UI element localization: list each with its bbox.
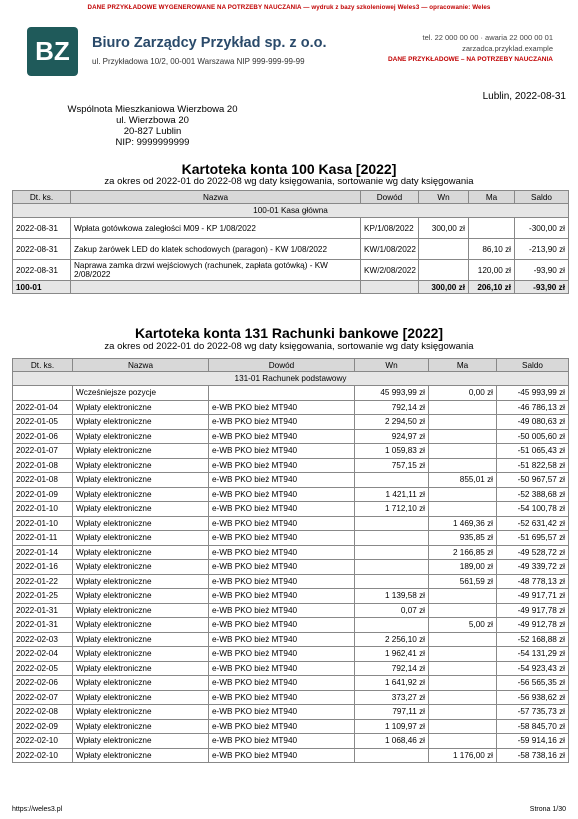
table-cell <box>429 734 497 749</box>
table-cell: 2 166,85 zł <box>429 545 497 560</box>
table-cell: Wpłata gotówkowa zaległości M09 - KP 1/08/2022 <box>71 218 361 239</box>
contact-notice: DANE PRZYKŁADOWE – NA POTRZEBY NAUCZANIA <box>387 56 553 63</box>
table-cell: 2022-01-25 <box>13 589 73 604</box>
group-label: 100-01 Kasa główna <box>13 204 569 218</box>
table-cell: -58 738,16 zł <box>497 748 569 763</box>
company-logo: BZ <box>27 27 78 76</box>
table-row <box>13 429 569 444</box>
table-cell <box>429 487 497 502</box>
table-cell: Wpłaty elektroniczne <box>73 661 209 676</box>
table-cell: e-WB PKO bież MT940 <box>209 415 355 430</box>
table-cell: -50 005,60 zł <box>497 429 569 444</box>
table-cell: e-WB PKO bież MT940 <box>209 589 355 604</box>
table-cell: 2022-01-10 <box>13 502 73 517</box>
table-cell: Wpłaty elektroniczne <box>73 647 209 662</box>
table-row <box>13 545 569 560</box>
table-cell: 300,00 zł <box>419 218 469 239</box>
table-cell: e-WB PKO bież MT940 <box>209 531 355 546</box>
column-header: Nazwa <box>73 359 209 372</box>
table-cell: 373,27 zł <box>355 690 429 705</box>
company-address: ul. Przykładowa 10/2, 00-001 Warszawa NIP 999-999-99-99 <box>92 57 305 66</box>
table-cell: 2022-01-07 <box>13 444 73 459</box>
table-cell: 1 139,58 zł <box>355 589 429 604</box>
table-cell: e-WB PKO bież MT940 <box>209 516 355 531</box>
table-cell: 2022-01-09 <box>13 487 73 502</box>
column-header: Ma <box>429 359 497 372</box>
contact-web: zarzadca.przyklad.example <box>462 44 553 53</box>
section2-subtitle: za okres od 2022-01 do 2022-08 wg daty księgowania, sortowanie wg daty księgowania <box>104 341 474 352</box>
table-cell: -54 923,43 zł <box>497 661 569 676</box>
table-cell <box>429 705 497 720</box>
sum-cell: 300,00 zł <box>419 281 469 294</box>
column-header: Wn <box>355 359 429 372</box>
table-cell: 2022-01-31 <box>13 603 73 618</box>
table-row <box>13 574 569 589</box>
footer-url[interactable]: https://weles3.pl <box>12 806 63 813</box>
table-cell: e-WB PKO bież MT940 <box>209 560 355 575</box>
table-cell: -56 565,35 zł <box>497 676 569 691</box>
table-cell: -54 131,29 zł <box>497 647 569 662</box>
recipient-nip: NIP: 9999999999 <box>115 137 190 148</box>
table-cell: e-WB PKO bież MT940 <box>209 618 355 633</box>
table-cell: 2022-02-08 <box>13 705 73 720</box>
table-cell: e-WB PKO bież MT940 <box>209 705 355 720</box>
table-cell <box>429 661 497 676</box>
table-cell: 45 993,99 zł <box>355 386 429 401</box>
table-cell: 189,00 zł <box>429 560 497 575</box>
table-row <box>13 705 569 720</box>
sum-row <box>13 281 569 294</box>
recipient-block <box>55 104 250 148</box>
table-cell: 2022-01-04 <box>13 400 73 415</box>
account-131-table <box>12 358 569 763</box>
recipient-city: 20-827 Lublin <box>123 126 182 137</box>
column-header: Saldo <box>515 191 569 204</box>
table-row <box>13 444 569 459</box>
table-cell: -48 778,13 zł <box>497 574 569 589</box>
table-cell: e-WB PKO bież MT940 <box>209 748 355 763</box>
section1-subtitle: za okres od 2022-01 do 2022-08 wg daty księgowania, sortowanie wg daty księgowania <box>104 176 474 187</box>
group-row <box>13 372 569 386</box>
column-header: Dowód <box>361 191 419 204</box>
table-cell: -59 914,16 zł <box>497 734 569 749</box>
table-cell: 2022-01-22 <box>13 574 73 589</box>
table-header-row <box>13 359 569 372</box>
table-row <box>13 690 569 705</box>
table-cell <box>355 618 429 633</box>
table-row <box>13 400 569 415</box>
table-cell: Wpłaty elektroniczne <box>73 690 209 705</box>
table-cell: 1 176,00 zł <box>429 748 497 763</box>
table-cell: 2022-02-04 <box>13 647 73 662</box>
table-cell: 561,59 zł <box>429 574 497 589</box>
table-cell: -49 339,72 zł <box>497 560 569 575</box>
table-cell: 2022-02-03 <box>13 632 73 647</box>
table-cell <box>429 632 497 647</box>
column-header: Nazwa <box>71 191 361 204</box>
table-cell: e-WB PKO bież MT940 <box>209 400 355 415</box>
table-cell: Zakup żarówek LED do klatek schodowych (paragon) - KW 1/08/2022 <box>71 239 361 260</box>
table-cell: e-WB PKO bież MT940 <box>209 574 355 589</box>
table-cell: 1 641,92 zł <box>355 676 429 691</box>
table-cell: e-WB PKO bież MT940 <box>209 429 355 444</box>
table-cell: 1 421,11 zł <box>355 487 429 502</box>
table-cell: e-WB PKO bież MT940 <box>209 502 355 517</box>
table-cell: 855,01 zł <box>429 473 497 488</box>
table-cell <box>429 676 497 691</box>
page-number: Strona 1/30 <box>529 806 566 813</box>
table-cell: 2022-08-31 <box>13 239 71 260</box>
table-cell: -52 168,88 zł <box>497 632 569 647</box>
table-cell <box>209 386 355 401</box>
table-cell: 2022-02-06 <box>13 676 73 691</box>
table-cell: 2022-02-05 <box>13 661 73 676</box>
table-row <box>13 458 569 473</box>
recipient-name: Wspólnota Mieszkaniowa Wierzbowa 20 <box>67 104 238 115</box>
table-cell: Naprawa zamka drzwi wejściowych (rachunek, zapłata gotówką) - KW 2/08/2022 <box>71 260 361 281</box>
table-cell <box>429 690 497 705</box>
table-cell: Wpłaty elektroniczne <box>73 632 209 647</box>
table-cell: 86,10 zł <box>469 239 515 260</box>
table-cell: Wpłaty elektroniczne <box>73 516 209 531</box>
table-row <box>13 632 569 647</box>
table-cell: 2022-01-05 <box>13 415 73 430</box>
table-cell: e-WB PKO bież MT940 <box>209 719 355 734</box>
table-row <box>13 218 569 239</box>
table-cell: e-WB PKO bież MT940 <box>209 545 355 560</box>
table-cell: e-WB PKO bież MT940 <box>209 632 355 647</box>
table-cell: KW/1/08/2022 <box>361 239 419 260</box>
table-row <box>13 386 569 401</box>
column-header: Dt. ks. <box>13 359 73 372</box>
table-cell: e-WB PKO bież MT940 <box>209 458 355 473</box>
column-header: Dowód <box>209 359 355 372</box>
table-cell <box>429 429 497 444</box>
table-cell: 1 962,41 zł <box>355 647 429 662</box>
table-cell: Wpłaty elektroniczne <box>73 531 209 546</box>
table-header-row <box>13 191 569 204</box>
table-cell: 2022-01-11 <box>13 531 73 546</box>
account-100-table <box>12 190 569 294</box>
table-cell: Wpłaty elektroniczne <box>73 719 209 734</box>
table-cell: e-WB PKO bież MT940 <box>209 444 355 459</box>
sum-cell <box>361 281 419 294</box>
table-cell: Wpłaty elektroniczne <box>73 589 209 604</box>
table-row <box>13 415 569 430</box>
table-row <box>13 748 569 763</box>
table-cell: -54 100,78 zł <box>497 502 569 517</box>
table-cell <box>355 516 429 531</box>
table-cell: -49 912,78 zł <box>497 618 569 633</box>
table-cell: 1 059,83 zł <box>355 444 429 459</box>
table-cell: KP/1/08/2022 <box>361 218 419 239</box>
sum-cell <box>71 281 361 294</box>
table-row <box>13 734 569 749</box>
table-row <box>13 560 569 575</box>
table-cell: e-WB PKO bież MT940 <box>209 690 355 705</box>
table-cell <box>429 719 497 734</box>
section1-title: Kartoteka konta 100 Kasa [2022] <box>181 161 397 177</box>
table-cell: 797,11 zł <box>355 705 429 720</box>
training-data-banner: DANE PRZYKŁADOWE WYGENEROWANE NA POTRZEBY NAUCZANIA — wydruk z bazy szkoleniowej Weles3 — opracowanie: Weles <box>87 4 491 11</box>
table-cell: 935,85 zł <box>429 531 497 546</box>
table-cell: Wpłaty elektroniczne <box>73 473 209 488</box>
table-cell: e-WB PKO bież MT940 <box>209 661 355 676</box>
table-cell: Wpłaty elektroniczne <box>73 429 209 444</box>
table-cell: 2 256,10 zł <box>355 632 429 647</box>
table-cell: e-WB PKO bież MT940 <box>209 487 355 502</box>
table-cell: -57 735,73 zł <box>497 705 569 720</box>
table-row <box>13 589 569 604</box>
table-cell: Wpłaty elektroniczne <box>73 560 209 575</box>
table-cell: Wpłaty elektroniczne <box>73 734 209 749</box>
table-cell <box>429 400 497 415</box>
table-cell: 2022-01-10 <box>13 516 73 531</box>
table-cell: 0,00 zł <box>429 386 497 401</box>
table-cell: 0,07 zł <box>355 603 429 618</box>
table-cell <box>429 647 497 662</box>
table-cell: -52 631,42 zł <box>497 516 569 531</box>
table-cell: Wpłaty elektroniczne <box>73 545 209 560</box>
table-cell: 792,14 zł <box>355 400 429 415</box>
table-cell: 2 294,50 zł <box>355 415 429 430</box>
table-cell: 1 469,36 zł <box>429 516 497 531</box>
table-cell: -49 080,63 zł <box>497 415 569 430</box>
table-cell: 2022-02-07 <box>13 690 73 705</box>
table-cell: e-WB PKO bież MT940 <box>209 734 355 749</box>
table-cell: 120,00 zł <box>469 260 515 281</box>
table-cell <box>355 545 429 560</box>
table-cell: 2022-02-09 <box>13 719 73 734</box>
table-cell: 1 712,10 zł <box>355 502 429 517</box>
table-cell: -49 917,78 zł <box>497 603 569 618</box>
table-cell: -50 967,57 zł <box>497 473 569 488</box>
column-header: Saldo <box>497 359 569 372</box>
column-header: Ma <box>469 191 515 204</box>
table-cell <box>419 260 469 281</box>
group-row <box>13 204 569 218</box>
table-cell: -46 786,13 zł <box>497 400 569 415</box>
table-cell <box>469 218 515 239</box>
table-cell: Wpłaty elektroniczne <box>73 676 209 691</box>
table-cell <box>419 239 469 260</box>
table-cell: Wpłaty elektroniczne <box>73 415 209 430</box>
table-cell: 2022-01-31 <box>13 618 73 633</box>
table-cell: e-WB PKO bież MT940 <box>209 647 355 662</box>
recipient-street: ul. Wierzbowa 20 <box>116 115 189 126</box>
sum-cell: 206,10 zł <box>469 281 515 294</box>
document-date: Lublin, 2022-08-31 <box>482 91 566 102</box>
table-cell: -49 528,72 zł <box>497 545 569 560</box>
section2-title: Kartoteka konta 131 Rachunki bankowe [2022] <box>134 325 444 341</box>
table-row <box>13 719 569 734</box>
table-cell <box>13 386 73 401</box>
table-cell: 2022-02-10 <box>13 748 73 763</box>
table-cell: 5,00 zł <box>429 618 497 633</box>
table-cell: -45 993,99 zł <box>497 386 569 401</box>
table-cell: 2022-01-16 <box>13 560 73 575</box>
table-cell: Wpłaty elektroniczne <box>73 444 209 459</box>
table-row <box>13 676 569 691</box>
table-cell <box>355 531 429 546</box>
table-cell: 792,14 zł <box>355 661 429 676</box>
table-cell: 1 068,46 zł <box>355 734 429 749</box>
column-header: Wn <box>419 191 469 204</box>
table-cell: -49 917,71 zł <box>497 589 569 604</box>
company-name: Biuro Zarządcy Przykład sp. z o.o. <box>92 35 327 51</box>
table-row <box>13 260 569 281</box>
table-cell: -51 695,57 zł <box>497 531 569 546</box>
table-cell <box>355 748 429 763</box>
column-header: Dt. ks. <box>13 191 71 204</box>
table-cell: 2022-01-14 <box>13 545 73 560</box>
table-cell: 2022-01-08 <box>13 473 73 488</box>
table-cell: Wpłaty elektroniczne <box>73 502 209 517</box>
sum-cell: 100-01 <box>13 281 71 294</box>
table-cell: -300,00 zł <box>515 218 569 239</box>
table-cell: Wpłaty elektroniczne <box>73 400 209 415</box>
table-cell <box>429 603 497 618</box>
group-label: 131-01 Rachunek podstawowy <box>13 372 569 386</box>
table-cell: -58 845,70 zł <box>497 719 569 734</box>
table-cell: Wpłaty elektroniczne <box>73 748 209 763</box>
table-cell: 2022-01-08 <box>13 458 73 473</box>
table-cell: 924,97 zł <box>355 429 429 444</box>
table-cell: Wpłaty elektroniczne <box>73 705 209 720</box>
table-cell: -52 388,68 zł <box>497 487 569 502</box>
table-cell: -93,90 zł <box>515 260 569 281</box>
table-row <box>13 487 569 502</box>
table-cell <box>429 415 497 430</box>
table-cell: 757,15 zł <box>355 458 429 473</box>
table-cell: -56 938,62 zł <box>497 690 569 705</box>
table-cell: e-WB PKO bież MT940 <box>209 676 355 691</box>
table-row <box>13 502 569 517</box>
table-cell <box>355 560 429 575</box>
table-row <box>13 473 569 488</box>
table-cell: e-WB PKO bież MT940 <box>209 473 355 488</box>
table-row <box>13 618 569 633</box>
table-row <box>13 531 569 546</box>
table-cell: e-WB PKO bież MT940 <box>209 603 355 618</box>
table-cell: Wpłaty elektroniczne <box>73 458 209 473</box>
table-cell <box>429 502 497 517</box>
sum-cell: -93,90 zł <box>515 281 569 294</box>
table-cell: 2022-08-31 <box>13 218 71 239</box>
table-cell: KW/2/08/2022 <box>361 260 419 281</box>
table-row <box>13 661 569 676</box>
table-cell: Wcześniejsze pozycje <box>73 386 209 401</box>
table-row <box>13 647 569 662</box>
table-cell <box>429 458 497 473</box>
table-cell: Wpłaty elektroniczne <box>73 618 209 633</box>
table-cell: 1 109,97 zł <box>355 719 429 734</box>
table-cell: Wpłaty elektroniczne <box>73 603 209 618</box>
table-cell: 2022-02-10 <box>13 734 73 749</box>
table-cell: -51 065,43 zł <box>497 444 569 459</box>
table-cell <box>355 473 429 488</box>
table-row <box>13 239 569 260</box>
table-row <box>13 603 569 618</box>
table-cell: 2022-08-31 <box>13 260 71 281</box>
table-cell: 2022-01-06 <box>13 429 73 444</box>
company-contact <box>388 32 553 65</box>
table-cell: -51 822,58 zł <box>497 458 569 473</box>
table-cell <box>429 589 497 604</box>
table-cell: Wpłaty elektroniczne <box>73 574 209 589</box>
table-cell: Wpłaty elektroniczne <box>73 487 209 502</box>
table-cell: -213,90 zł <box>515 239 569 260</box>
table-cell <box>355 574 429 589</box>
table-row <box>13 516 569 531</box>
contact-phone: tel. 22 000 00 00 · awaria 22 000 00 01 <box>422 33 553 42</box>
table-cell <box>429 444 497 459</box>
